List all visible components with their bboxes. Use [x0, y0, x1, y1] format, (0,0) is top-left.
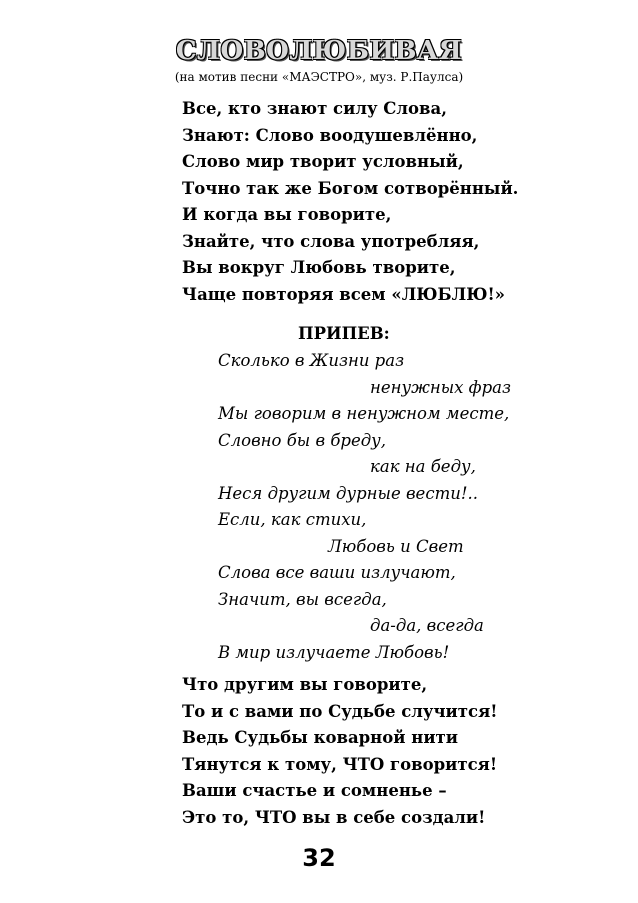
- song-title: СЛОВОЛЮБИВАЯ: [175, 36, 463, 66]
- chorus-line: как на беду,: [370, 457, 476, 476]
- chorus-line: Значит, вы всегда,: [218, 589, 387, 609]
- chorus-line: да-да, всегда: [370, 616, 484, 635]
- chorus-heading: ПРИПЕВ:: [298, 324, 390, 343]
- verse-line: Вы вокруг Любовь творите,: [182, 258, 456, 277]
- chorus-line: В мир излучаете Любовь!: [218, 642, 450, 662]
- chorus-line: ненужных фраз: [370, 377, 511, 397]
- verse-line: Тянутся к тому, ЧТО говорится!: [182, 754, 498, 774]
- song-subtitle: (на мотив песни «МАЭСТРО», муз. Р.Паулса): [174, 70, 464, 84]
- verse-line: Слово мир творит условный,: [182, 152, 464, 171]
- verse-2: [182, 672, 498, 831]
- verse-line: Это то, ЧТО вы в себе создали!: [182, 807, 486, 827]
- verse-line: То и с вами по Судьбе случится!: [182, 701, 498, 721]
- verse-line: И когда вы говорите,: [182, 205, 392, 224]
- verse-line: Точно так же Богом сотворённый.: [182, 178, 519, 198]
- page-number: 32: [302, 844, 336, 872]
- chorus-line: Словно бы в бреду,: [218, 430, 386, 450]
- chorus-line: Неся другим дурные вести!..: [218, 483, 478, 503]
- chorus-line: Сколько в Жизни раз: [218, 351, 405, 370]
- verse-line: Чаще повторяя всем «ЛЮБЛЮ!»: [182, 284, 505, 304]
- chorus-line: Мы говорим в ненужном месте,: [218, 404, 510, 423]
- chorus-line: Любовь и Свет: [328, 536, 464, 556]
- verse-line: Ведь Судьбы коварной нити: [182, 728, 459, 747]
- chorus-line: Слова все ваши излучают,: [218, 563, 456, 582]
- verse-1: [182, 96, 518, 308]
- verse-line: Что другим вы говорите,: [182, 675, 428, 694]
- verse-line: Ваши счастье и сомненье –: [182, 781, 447, 800]
- verse-line: Знают: Слово воодушевлённо,: [182, 125, 478, 145]
- verse-line: Знайте, что слова употребляя,: [182, 231, 480, 251]
- verse-line: Все, кто знают силу Слова,: [182, 99, 447, 118]
- chorus-line: Если, как стихи,: [218, 510, 367, 529]
- chorus: [218, 348, 511, 666]
